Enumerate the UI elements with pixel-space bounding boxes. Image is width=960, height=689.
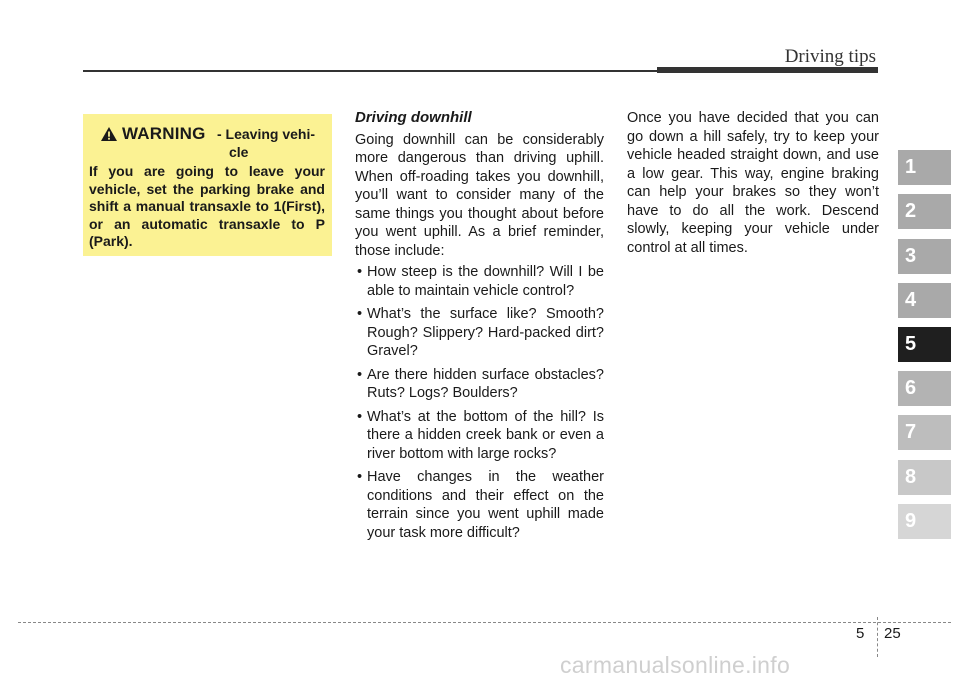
chapter-tab-5[interactable]: 5: [898, 327, 951, 362]
bullet-dot: •: [357, 366, 363, 383]
chapter-tab-3[interactable]: 3: [898, 239, 951, 274]
column-right: [627, 109, 879, 257]
page-header-title: Driving tips: [784, 46, 876, 67]
list-item: • What’s the surface like? Smooth? Rough? Slippery? Hard-packed dirt? Gravel?: [357, 306, 604, 359]
column-middle: [355, 109, 604, 547]
header-rule-accent: [657, 67, 878, 73]
list-item: • What’s at the bottom of the hill? Is there a hidden creek bank or even a river bottom with large rocks?: [357, 408, 604, 462]
list-item: • Are there hidden surface obstacles? Ruts? Logs? Boulders?: [357, 366, 604, 401]
warning-text: If you are going to leave your vehicle, set the parking brake and shift a manual transaxle to 1(First), or an automatic transaxle to P (Park).: [89, 163, 325, 249]
list-item: • Have changes in the weather conditions and their effect on the terrain since you went uphill made your task more difficult?: [357, 469, 604, 541]
warning-subject-cont: cle: [229, 144, 249, 160]
footer-rule: [18, 622, 951, 623]
section-title: Driving downhill: [355, 109, 472, 126]
chapter-tab-2[interactable]: 2: [898, 194, 951, 229]
footer-chapter-number: 5: [856, 625, 865, 642]
warning-subject: - Leaving vehi-: [217, 126, 316, 142]
warning-box: [83, 114, 332, 256]
bullet-dot: •: [357, 469, 363, 485]
bullet-list: [355, 263, 604, 542]
chapter-tab-1[interactable]: 1: [898, 150, 951, 185]
chapter-tab-8[interactable]: 8: [898, 460, 951, 495]
warning-label: WARNING: [122, 124, 206, 143]
closing-paragraph: Once you have decided that you can go down a hill safely, try to keep your vehicle headed straight down, and use a low gear. This way, engine braking can help your brakes so they won’t have to do all the work. Descend slowly, keeping your vehicle under control at all times.: [627, 110, 879, 256]
footer-divider: [877, 617, 878, 657]
warning-triangle-icon: [100, 126, 118, 142]
chapter-tab-7[interactable]: 7: [898, 415, 951, 450]
chapter-tab-4[interactable]: 4: [898, 283, 951, 318]
bullet-dot: •: [357, 408, 363, 425]
list-item: • How steep is the downhill? Will I be able to maintain vehicle control?: [357, 264, 604, 299]
watermark: carmanualsonline.info: [560, 652, 791, 678]
footer-page-number: 25: [884, 625, 901, 642]
section-intro: Going downhill can be considerably more dangerous than driving uphill. When off-roading takes you downhill, you’ll want to consider many of the same things you thought about before you went uphill. As a brief reminder, those include:: [355, 131, 604, 259]
chapter-tab-6[interactable]: 6: [898, 371, 951, 406]
bullet-dot: •: [357, 264, 363, 280]
chapter-tab-9[interactable]: 9: [898, 504, 951, 539]
bullet-dot: •: [357, 306, 363, 322]
